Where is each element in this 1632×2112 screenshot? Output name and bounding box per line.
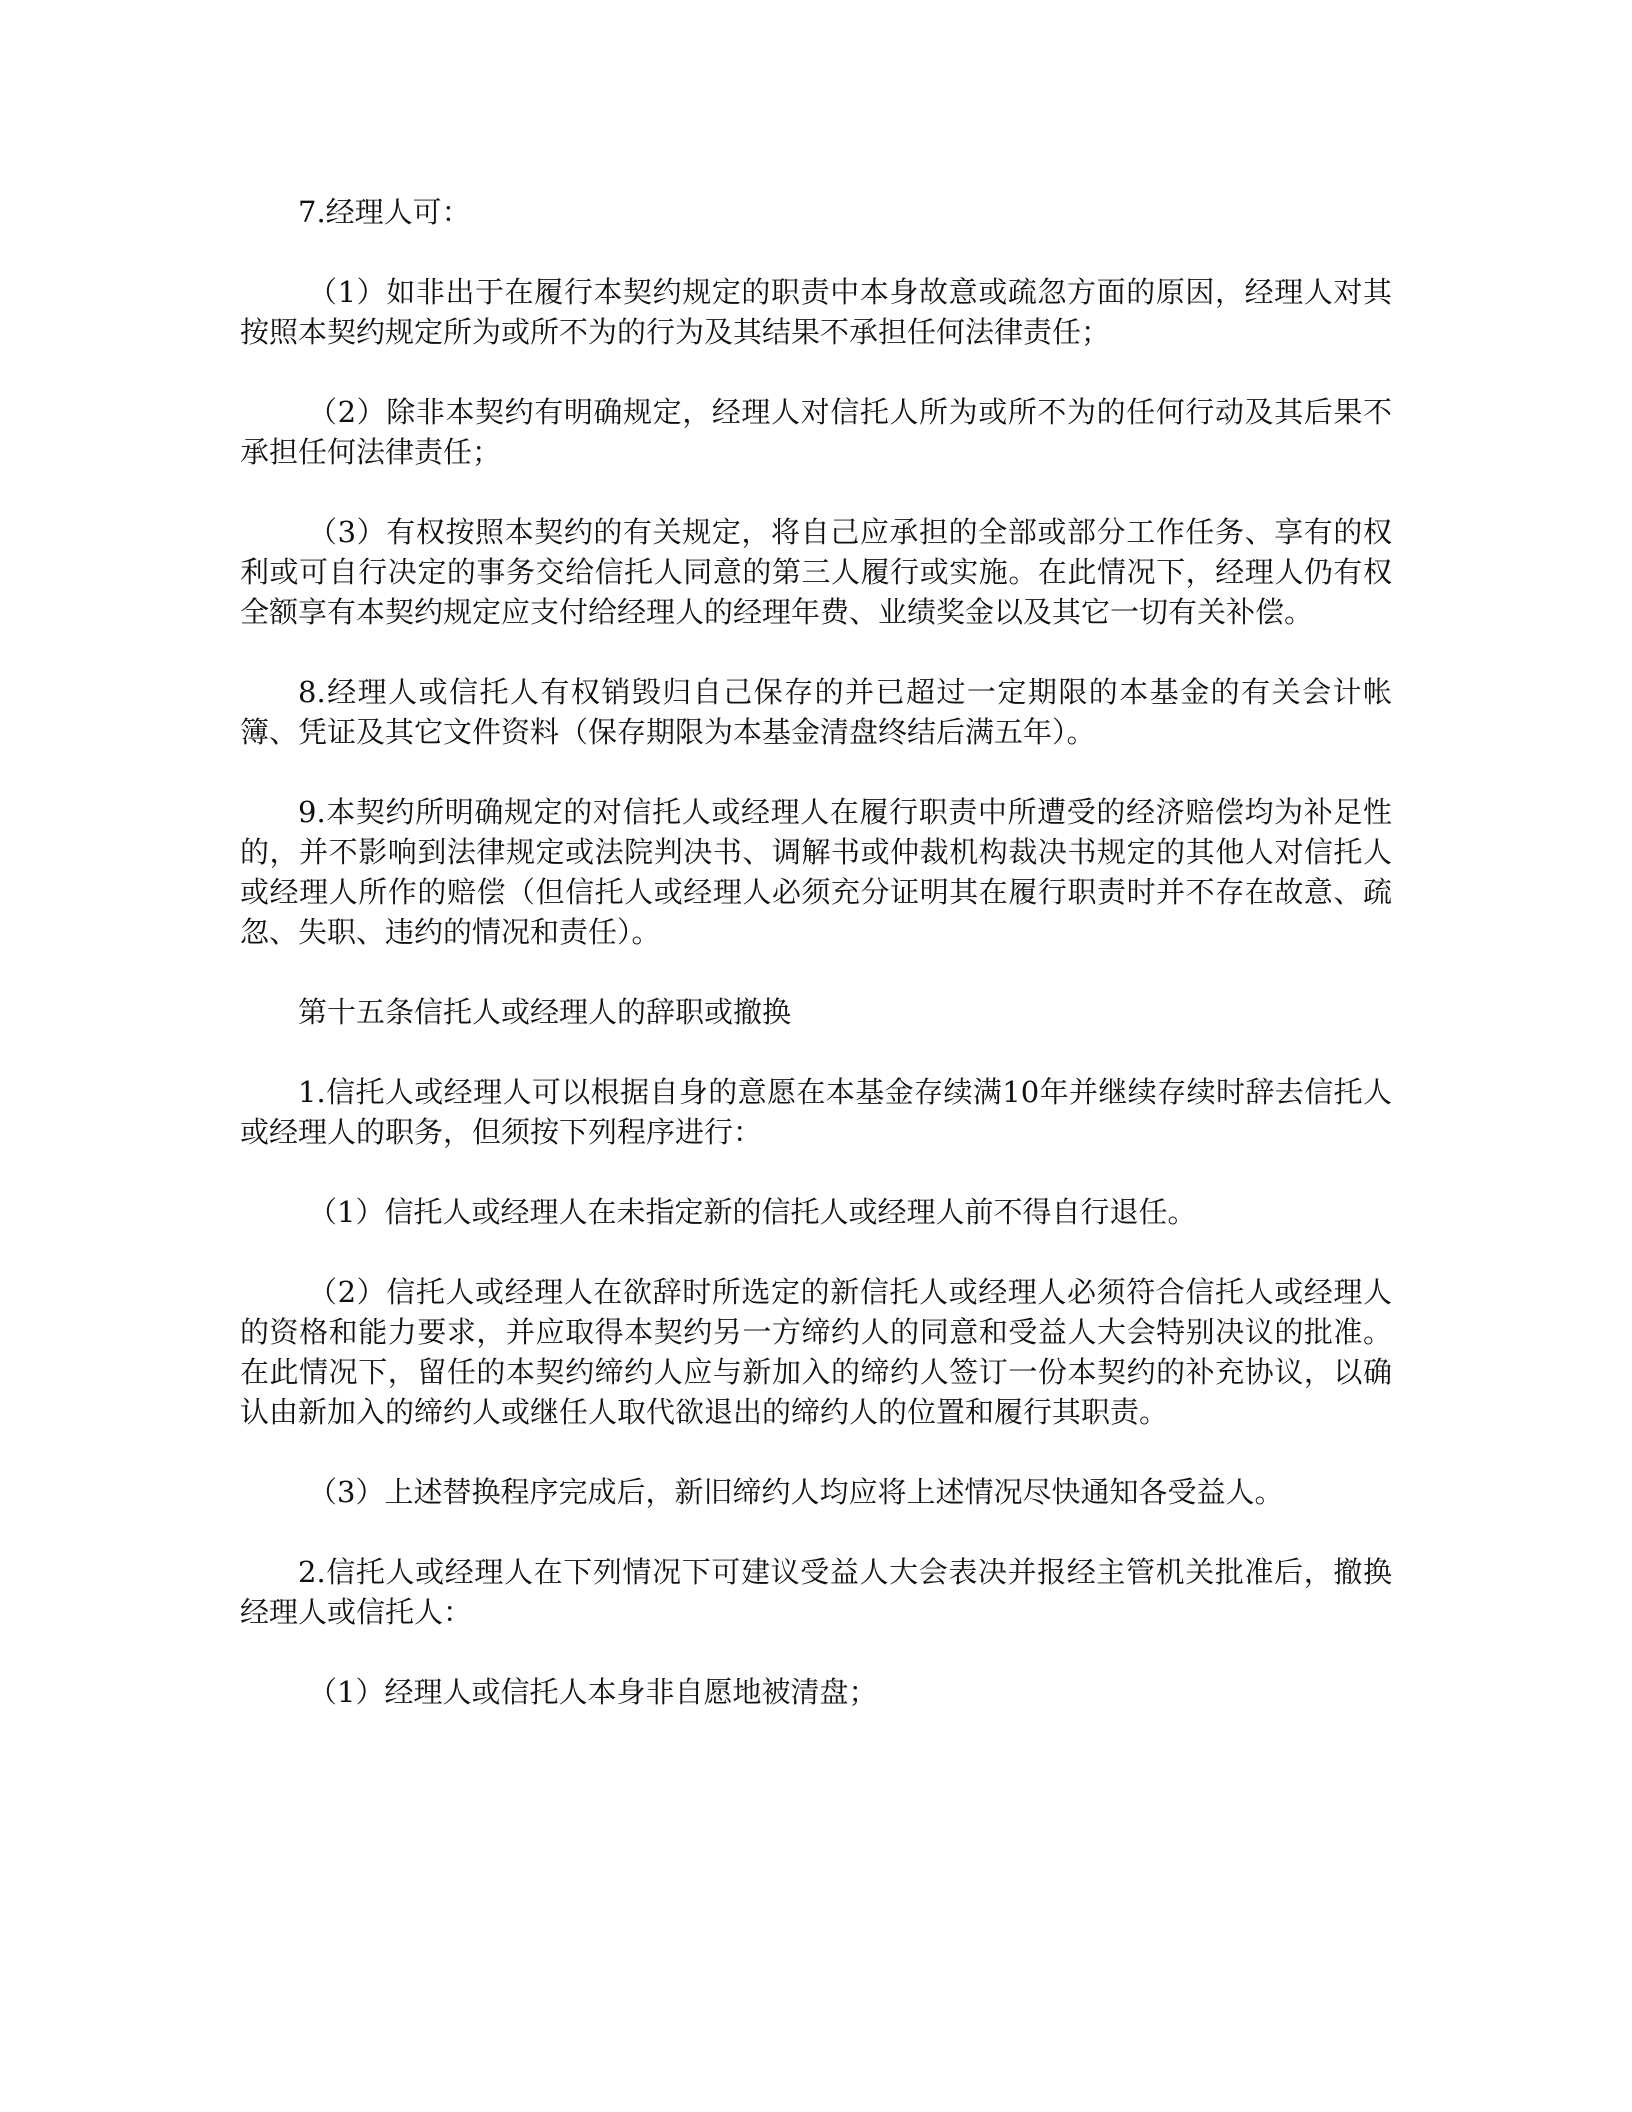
clause-7-heading: 7.经理人可： — [298, 195, 471, 229]
clause-7-item-1: （1）如非出于在履行本契约规定的职责中本身故意或疏忽方面的原因，经理人对其按照本契约规定所为或所不为的行为及其结果不承担任何法律责任； — [240, 275, 1392, 349]
article-15-clause-1: 1.信托人或经理人可以根据自身的意愿在本基金存续满10年并继续存续时辞去信托人或经理人的职务，但须按下列程序进行： — [240, 1075, 1392, 1149]
article-15-clause-2: 2.信托人或经理人在下列情况下可建议受益人大会表决并报经主管机关批准后，撤换经理人或信托人： — [240, 1555, 1392, 1629]
article-15-clause-1-item-2: （2）信托人或经理人在欲辞时所选定的新信托人或经理人必须符合信托人或经理人的资格和能力要求，并应取得本契约另一方缔约人的同意和受益人大会特别决议的批准。在此情况下，留任的本契约缔约人应与新加入的缔约人签订一份本契约的补充协议，以确认由新加入的缔约人或继任人取代欲退出的缔约人的位置和履行其职责。 — [240, 1275, 1392, 1429]
clause-8: 8.经理人或信托人有权销毁归自己保存的并已超过一定期限的本基金的有关会计帐簿、凭证及其它文件资料（保存期限为本基金清盘终结后满五年）。 — [240, 675, 1392, 749]
article-15-clause-1-item-3: （3）上述替换程序完成后，新旧缔约人均应将上述情况尽快通知各受益人。 — [308, 1475, 1284, 1509]
article-15-clause-1-item-1: （1）信托人或经理人在未指定新的信托人或经理人前不得自行退任。 — [308, 1195, 1197, 1229]
document-page — [240, 192, 1392, 1712]
clause-7-item-3: （3）有权按照本契约的有关规定，将自己应承担的全部或部分工作任务、享有的权利或可自行决定的事务交给信托人同意的第三人履行或实施。在此情况下，经理人仍有权全额享有本契约规定应支付给经理人的经理年费、业绩奖金以及其它一切有关补偿。 — [240, 515, 1392, 629]
clause-9: 9.本契约所明确规定的对信托人或经理人在履行职责中所遭受的经济赔偿均为补足性的，并不影响到法律规定或法院判决书、调解书或仲裁机构裁决书规定的其他人对信托人或经理人所作的赔偿（但信托人或经理人必须充分证明其在履行职责时并不存在故意、疏忽、失职、违约的情况和责任）。 — [240, 795, 1392, 949]
article-15-title: 第十五条信托人或经理人的辞职或撤换 — [298, 995, 792, 1029]
clause-7-item-2: （2）除非本契约有明确规定，经理人对信托人所为或所不为的任何行动及其后果不承担任何法律责任； — [240, 395, 1392, 469]
article-15-clause-2-item-1: （1）经理人或信托人本身非自愿地被清盘； — [308, 1675, 878, 1709]
